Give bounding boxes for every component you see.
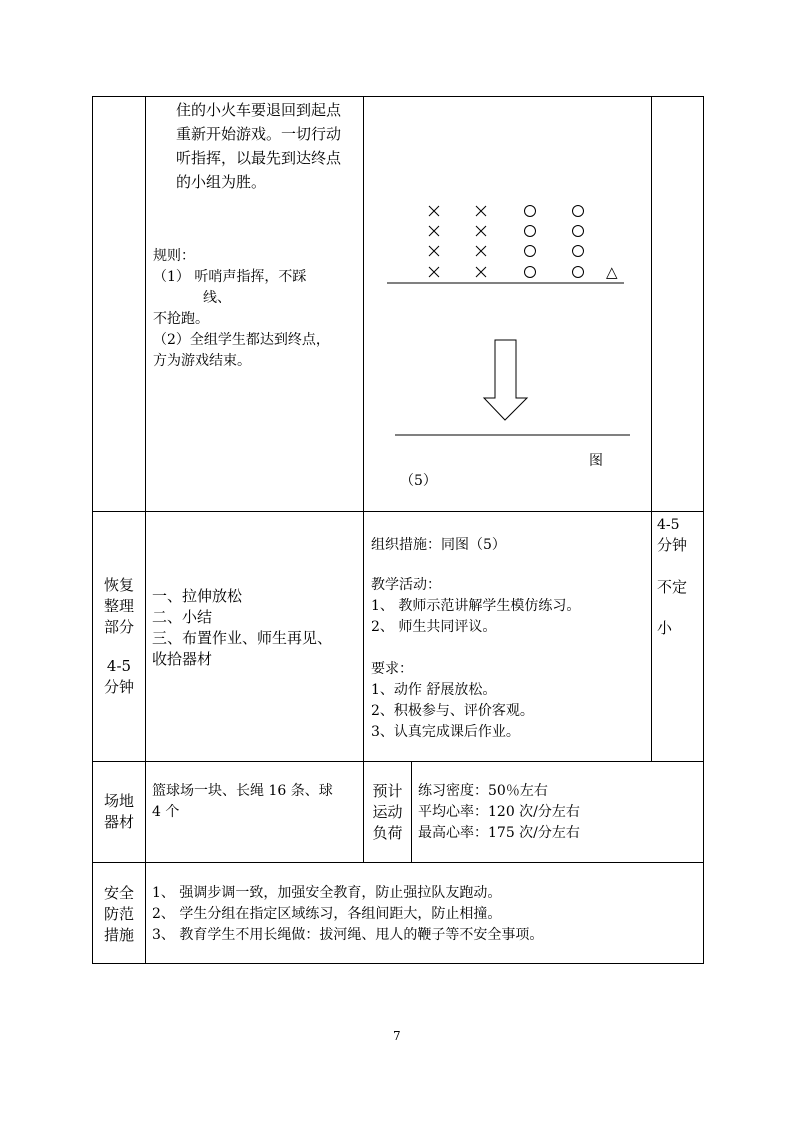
activity-item: 1、 教师示范讲解学生模仿练习。 — [371, 598, 581, 614]
average-heart-rate: 平均心率：120 次/分左右 — [418, 804, 580, 820]
down-arrow-icon — [484, 340, 527, 420]
activity-item: 2、 师生共同评议。 — [371, 619, 497, 635]
player-cross-icon — [429, 246, 439, 256]
rules-title: 规则： — [153, 248, 195, 264]
player-cross-icon — [476, 267, 486, 277]
game-description-line: 听指挥，以最先到达终点 — [176, 149, 342, 167]
player-circle-icon — [525, 206, 536, 217]
label-line: 部分 — [103, 618, 134, 636]
requirement-item: 2、积极参与、评价客观。 — [371, 703, 534, 719]
rule-1-cont: 线、 — [203, 290, 231, 306]
figure-number: （5） — [400, 473, 437, 489]
page-number: 7 — [393, 1029, 401, 1043]
label-line: 安全 — [103, 884, 134, 902]
content-line: 二、小结 — [152, 608, 213, 626]
label-line: 整理 — [103, 597, 134, 615]
label-line: 运动 — [372, 803, 403, 821]
game-description-line: 的小组为胜。 — [176, 173, 267, 191]
safety-item: 2、 学生分组在指定区域练习，各组间距大，防止相撞。 — [152, 906, 502, 922]
safety-item: 1、 强调步调一致，加强安全教育，防止强拉队友跑动。 — [152, 885, 502, 901]
label-line: 防范 — [103, 905, 134, 923]
venue-equipment-cont: 4 个 — [152, 804, 180, 820]
rule-2-cont: 方为游戏结束。 — [153, 353, 251, 369]
requirement-item: 3、认真完成课后作业。 — [371, 724, 520, 740]
player-cross-icon — [476, 246, 486, 256]
player-circle-icon — [573, 226, 584, 237]
label-line: 场地 — [103, 792, 134, 810]
content-line: 一、拉伸放松 — [152, 587, 243, 605]
label-line: 负荷 — [372, 824, 403, 842]
rule-1: （1） 听哨声指挥，不踩 — [153, 269, 307, 285]
label-line: 恢复 — [103, 576, 134, 594]
label-line: 器材 — [103, 813, 134, 831]
label-line: 预计 — [372, 782, 403, 800]
intensity-value-cont: 小 — [657, 619, 673, 637]
recovery-content — [152, 586, 332, 670]
organization-measures: 组织措施：同图（5） — [371, 537, 506, 553]
requirements — [371, 659, 534, 743]
duration-unit: 分钟 — [657, 536, 688, 554]
label-line: 分钟 — [103, 678, 134, 696]
safety-item: 3、 教育学生不用长绳做：拔河绳、甩人的鞭子等不安全事项。 — [152, 927, 544, 943]
game-description-line: 住的小火车要退回到起点 — [176, 101, 342, 119]
player-circle-icon — [573, 267, 584, 278]
player-cross-icon — [429, 267, 439, 277]
activities-title: 教学活动： — [371, 577, 441, 593]
intensity-value: 不定 — [657, 578, 688, 596]
player-circle-icon — [525, 246, 536, 257]
player-circle-icon — [525, 267, 536, 278]
content-line: 三、布置作业、师生再见、 — [152, 629, 333, 647]
requirements-title: 要求： — [371, 661, 413, 677]
max-heart-rate: 最高心率：175 次/分左右 — [418, 825, 580, 841]
section-label-recovery — [93, 575, 145, 698]
section-label-safety — [93, 883, 145, 946]
venue-equipment: 篮球场一块、长绳 16 条、球 — [152, 783, 333, 799]
teacher-triangle-icon: △ — [606, 263, 618, 281]
requirement-item: 1、动作 舒展放松。 — [371, 682, 497, 698]
duration-range: 4-5 — [657, 517, 680, 533]
player-cross-icon — [429, 206, 439, 216]
game-description-line: 重新开始游戏。一切行动 — [176, 125, 342, 143]
player-circle-icon — [573, 246, 584, 257]
rule-2: （2）全组学生都达到终点， — [153, 332, 330, 348]
player-circle-icon — [525, 226, 536, 237]
practice-density: 练习密度：50％左右 — [418, 783, 548, 799]
player-cross-icon — [476, 226, 486, 236]
player-circle-icon — [573, 206, 584, 217]
figure-caption: 图 — [589, 453, 603, 469]
formation-grid — [429, 206, 584, 278]
safety-measures — [152, 883, 543, 946]
rule-1-end: 不抢跑。 — [153, 311, 209, 327]
player-cross-icon — [429, 226, 439, 236]
expected-load-label — [364, 781, 411, 844]
label-line: 4-5 — [106, 657, 132, 675]
label-line: 措施 — [103, 926, 134, 944]
player-cross-icon — [476, 206, 486, 216]
teaching-activities — [371, 575, 580, 638]
section-label-venue — [93, 791, 145, 833]
content-line: 收拾器材 — [152, 650, 213, 668]
